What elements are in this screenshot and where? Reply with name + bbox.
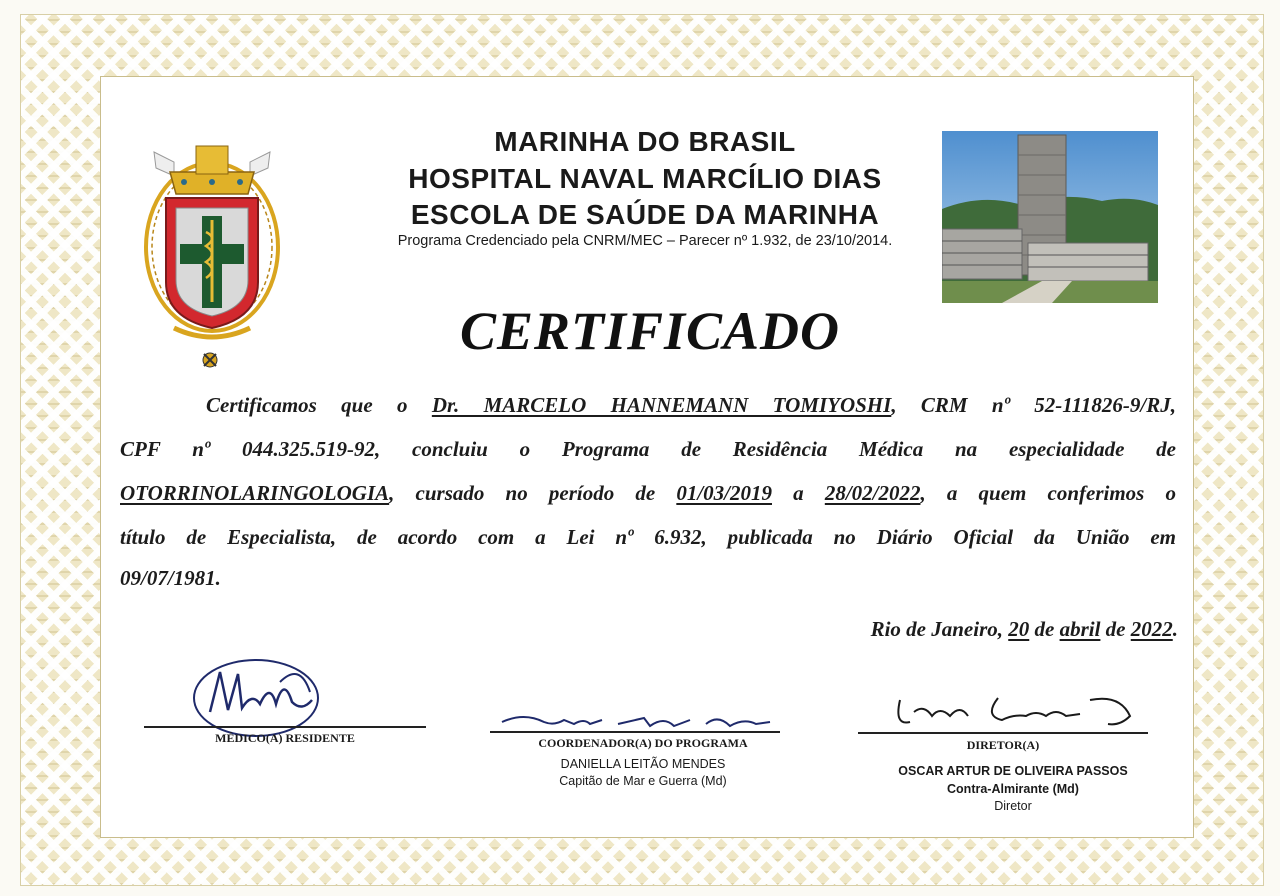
institution-navy: MARINHA DO BRASIL: [494, 126, 796, 157]
resident-signature-line: [144, 726, 426, 728]
director-name: OSCAR ARTUR DE OLIVEIRA PASSOS: [898, 764, 1128, 778]
start-date: 01/03/2019: [676, 481, 772, 505]
body-line-1: [120, 393, 1176, 418]
period-mid: a: [772, 481, 825, 505]
coordinator-signature-line: [490, 731, 780, 733]
body-line-2: CPF nº 044.325.519-92, concluiu o Programa de Residência Médica na especialidade de: [120, 437, 1176, 461]
coordinator-signature: [494, 706, 784, 740]
body-intro: Certificamos que o: [206, 393, 432, 417]
period-intro: , cursado no período de: [389, 481, 677, 505]
recipient-name: Dr. MARCELO HANNEMANN TOMIYOSHI: [431, 393, 892, 417]
resident-signature: [180, 652, 340, 742]
date-sep-1: de: [1029, 617, 1060, 641]
issue-day: 20: [1008, 617, 1030, 641]
date-end: .: [1172, 617, 1178, 641]
body-line-3: [120, 481, 1176, 506]
director-signature: [880, 686, 1150, 736]
certificate-title: CERTIFICADO: [459, 301, 841, 361]
body-line-4: título de Especialista, de acordo com a Lei nº 6.932, publicada no Diário Oficial da União em: [120, 525, 1176, 549]
director-rank: Contra-Almirante (Md): [947, 782, 1079, 796]
institution-hospital: HOSPITAL NAVAL MARCÍLIO DIAS: [408, 163, 882, 194]
coordinator-rank: Capitão de Mar e Guerra (Md): [559, 774, 727, 788]
issue-date: [871, 617, 1178, 642]
hospital-building-photo: [942, 131, 1158, 303]
body-line-5: 09/07/1981.: [120, 566, 221, 590]
director-title: Diretor: [994, 799, 1032, 813]
specialty: OTORRINOLARINGOLOGIA: [120, 481, 390, 505]
program-credential: Programa Credenciado pela CNRM/MEC – Parecer nº 1.932, de 23/10/2014.: [397, 233, 893, 249]
issue-month: abril: [1059, 617, 1101, 641]
issue-year: 2022: [1130, 617, 1173, 641]
coordinator-role: COORDENADOR(A) DO PROGRAMA: [538, 736, 748, 750]
institution-school: ESCOLA DE SAÚDE DA MARINHA: [410, 199, 880, 230]
issue-city: Rio de Janeiro,: [870, 617, 1009, 641]
resident-role: MÉDICO(A) RESIDENTE: [215, 731, 355, 745]
date-sep-2: de: [1100, 617, 1131, 641]
period-end: , a quem conferimos o: [920, 481, 1176, 505]
naval-coat-of-arms-icon: [134, 132, 290, 372]
end-date: 28/02/2022: [824, 481, 921, 505]
recipient-crm: , CRM nº 52-111826-9/RJ,: [891, 393, 1176, 417]
coordinator-name: DANIELLA LEITÃO MENDES: [560, 757, 726, 771]
director-role: DIRETOR(A): [966, 738, 1040, 752]
director-signature-line: [858, 732, 1148, 734]
